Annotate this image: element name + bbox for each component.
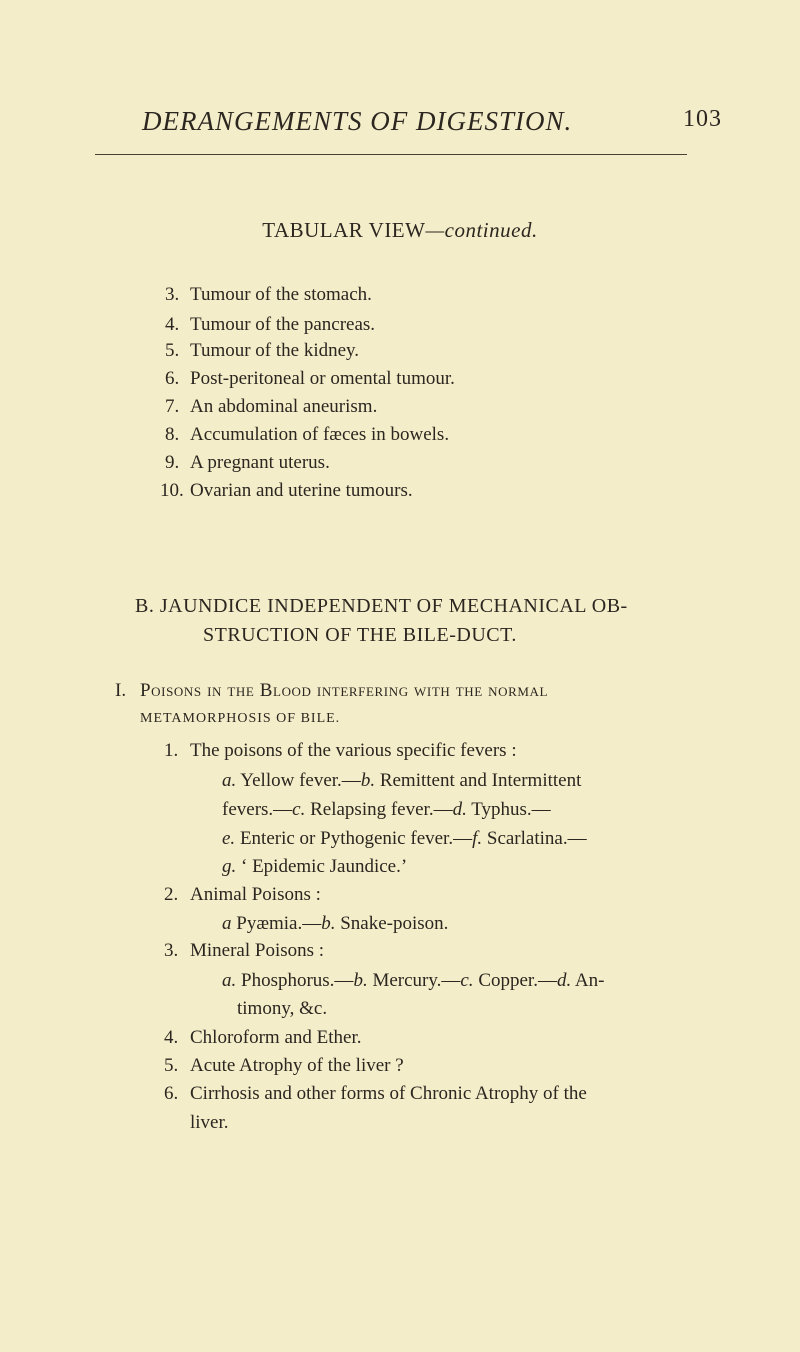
item-number: 6. — [164, 1083, 179, 1104]
item-text: Tumour of the pancreas. — [190, 314, 376, 335]
section-i-text-cont: METAMORPHOSIS OF BILE. — [140, 711, 341, 726]
item-number: 4. — [165, 314, 180, 335]
section-b-heading-text: JAUNDICE INDEPENDENT OF MECHANICAL OB- — [159, 595, 628, 617]
sub-letter: g. — [222, 856, 237, 877]
item-number: 10. — [160, 480, 184, 501]
sub-letter: c. — [292, 799, 306, 820]
item-number: 1. — [164, 740, 179, 761]
item-text: Animal Poisons : — [190, 884, 321, 905]
item-number: 5. — [164, 1055, 179, 1076]
sub-letter: f. — [472, 828, 483, 849]
tabular-heading-suffix: —continued. — [425, 218, 538, 242]
item-number: 4. — [164, 1027, 179, 1048]
section-i-text: Poisons in the Blood interfering with the normal — [140, 680, 549, 701]
item-number: 3. — [165, 284, 180, 305]
item-text: Chloroform and Ether. — [190, 1027, 362, 1048]
item-number: 9. — [165, 452, 180, 473]
item-text: Accumulation of fæces in bowels. — [190, 424, 450, 445]
section-i-number: I. — [115, 680, 127, 701]
sub-letter: e. — [222, 828, 236, 849]
sub-text: fevers.— — [222, 799, 293, 820]
sub-text: Enteric or Pythogenic fever.— — [235, 828, 473, 849]
item-number: 7. — [165, 396, 180, 417]
sub-letter: d. — [452, 799, 467, 820]
item-sub-line — [222, 913, 448, 935]
header-rule — [95, 154, 687, 155]
running-title: DERANGEMENTS OF DIGESTION. — [142, 106, 573, 136]
item-text: Tumour of the kidney. — [190, 340, 360, 361]
item-text-cont: liver. — [190, 1112, 229, 1133]
tabular-heading-main: TABULAR VIEW — [262, 218, 426, 242]
item-text: Mineral Poisons : — [190, 940, 325, 961]
sub-text: An- — [571, 970, 605, 991]
item-sub-line: timony, &c. — [237, 998, 328, 1019]
item-sub-line — [222, 970, 604, 992]
item-sub-line — [222, 828, 587, 850]
page-number: 103 — [683, 106, 722, 132]
section-b-heading-line1 — [135, 595, 628, 618]
section-b-letter: B. — [135, 595, 155, 617]
item-number: 8. — [165, 424, 180, 445]
item-text: A pregnant uterus. — [190, 452, 330, 473]
sub-text: Typhus.— — [466, 799, 551, 820]
section-b-heading-line2: STRUCTION OF THE BILE-DUCT. — [203, 624, 517, 646]
sub-letter: c. — [460, 970, 474, 991]
item-number: 2. — [164, 884, 179, 905]
sub-text: Pyæmia.— — [231, 913, 322, 934]
sub-text: Scarlatina.— — [482, 828, 587, 849]
sub-letter: d. — [556, 970, 572, 991]
item-text: An abdominal aneurism. — [190, 396, 378, 417]
sub-letter: a. — [222, 970, 237, 991]
sub-letter: b. — [360, 770, 376, 791]
sub-letter: a. — [222, 770, 237, 791]
item-sub-line — [222, 770, 581, 792]
sub-letter: a — [222, 913, 232, 934]
item-sub-line — [222, 856, 407, 878]
sub-letter: b. — [353, 970, 368, 991]
item-text: Cirrhosis and other forms of Chronic Atrophy of the — [190, 1083, 587, 1104]
item-text: Acute Atrophy of the liver ? — [190, 1055, 404, 1076]
sub-text: Phosphorus.— — [236, 970, 354, 991]
item-sub-line — [222, 799, 551, 821]
section-i-heading-line2 — [140, 711, 340, 727]
sub-text: Remittent and Intermittent — [375, 770, 582, 791]
sub-text: ‘ Epidemic Jaundice.’ — [236, 856, 408, 877]
item-text: Ovarian and uterine tumours. — [190, 480, 413, 501]
sub-text: Relapsing fever.— — [305, 799, 453, 820]
sub-text: Yellow fever.— — [236, 770, 361, 791]
item-number: 3. — [164, 940, 179, 961]
sub-text: Copper.— — [473, 970, 557, 991]
item-text: The poisons of the various specific fevers : — [190, 740, 517, 761]
sub-text: Snake-poison. — [335, 913, 449, 934]
item-text: Tumour of the stomach. — [190, 284, 372, 305]
sub-letter: b. — [321, 913, 336, 934]
item-number: 5. — [165, 340, 180, 361]
item-number: 6. — [165, 368, 180, 389]
tabular-heading — [0, 218, 800, 243]
item-text: Post-peritoneal or omental tumour. — [190, 368, 455, 389]
sub-text: Mercury.— — [367, 970, 461, 991]
